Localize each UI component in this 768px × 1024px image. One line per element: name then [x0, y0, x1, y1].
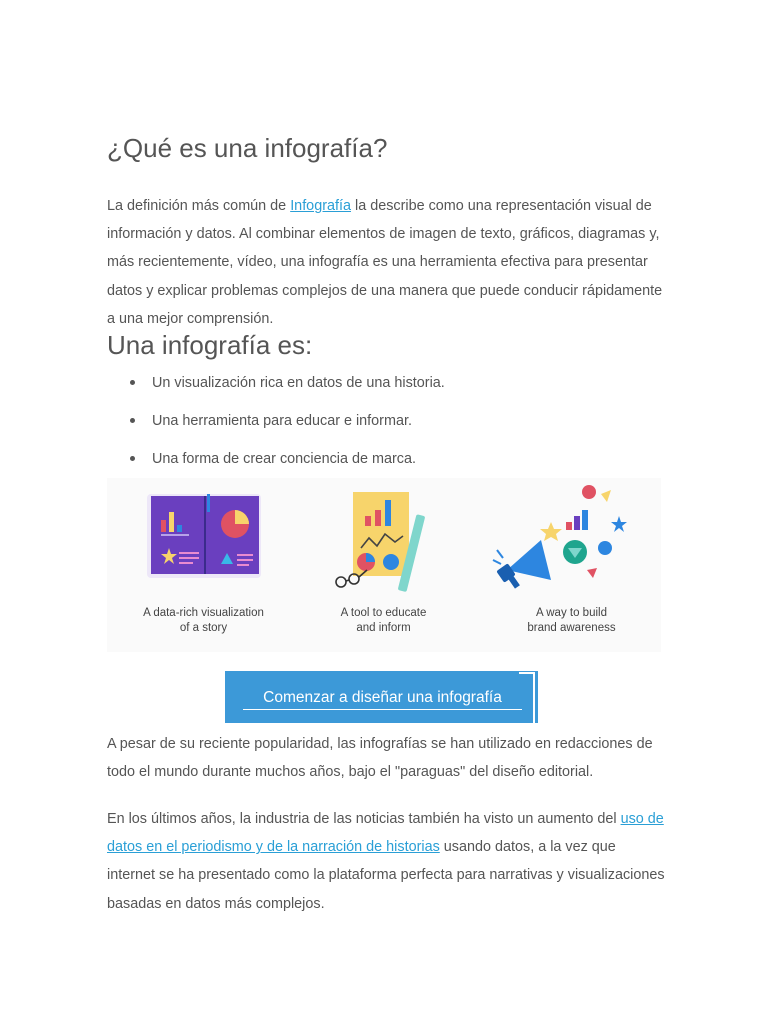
infographic-caption: A way to build brand awareness — [527, 607, 616, 634]
list-item: Una herramienta para educar e informar. — [107, 408, 445, 446]
page-title: ¿Qué es una infografía? — [107, 133, 388, 163]
history-paragraph: A pesar de su reciente popularidad, las infografías se han utilizado en redacciones de todo el mundo durante muchos años, bajo el "paraguas" del diseño editorial. — [107, 736, 653, 781]
infographic-item — [291, 478, 476, 652]
news-text-after: usando datos, a la vez que internet se ha presentado como la plataforma perfecta para narrativas y visualizaciones basadas en datos más complejos. — [107, 839, 665, 912]
infographic-caption: A tool to educate and inform — [340, 607, 427, 634]
infografia-link[interactable]: Infografía — [290, 198, 351, 214]
intro-text-before: La definición más común de — [107, 198, 291, 214]
infographic-image — [107, 478, 661, 652]
news-paragraph — [107, 805, 667, 918]
infographic-caption: A data-rich visualization of a story — [143, 607, 264, 634]
megaphone-icon — [479, 478, 664, 603]
intro-paragraph — [107, 192, 667, 333]
list-item: Una forma de crear conciencia de marca. — [107, 446, 445, 484]
book-chart-icon — [111, 478, 296, 603]
bullet-list — [107, 370, 445, 484]
section-subtitle: Una infografía es: — [107, 330, 313, 360]
news-text-before: En los últimos años, la industria de las noticias también ha visto un aumento del — [107, 811, 621, 827]
list-item: Un visualización rica en datos de una historia. — [107, 370, 445, 408]
intro-text-after: la describe como una representación visual de información y datos. Al combinar elementos de imagen de texto, gráficos, diagramas y, más recientemente, vídeo, una infografía es una herramienta efectiva para presentar datos y explicar problemas complejos de una manera que puede conducir rápidamente a una mejor comprensión. — [107, 198, 663, 327]
data-journalism-link[interactable]: uso de datos en el periodismo y de la narración de historias — [107, 811, 664, 856]
infographic-item — [111, 478, 296, 652]
start-designing-button-label: Comenzar a diseñar una infografía — [243, 688, 522, 710]
infographic-item — [479, 478, 664, 652]
chart-ruler-glasses-icon — [291, 478, 476, 603]
start-designing-button[interactable] — [225, 671, 541, 723]
